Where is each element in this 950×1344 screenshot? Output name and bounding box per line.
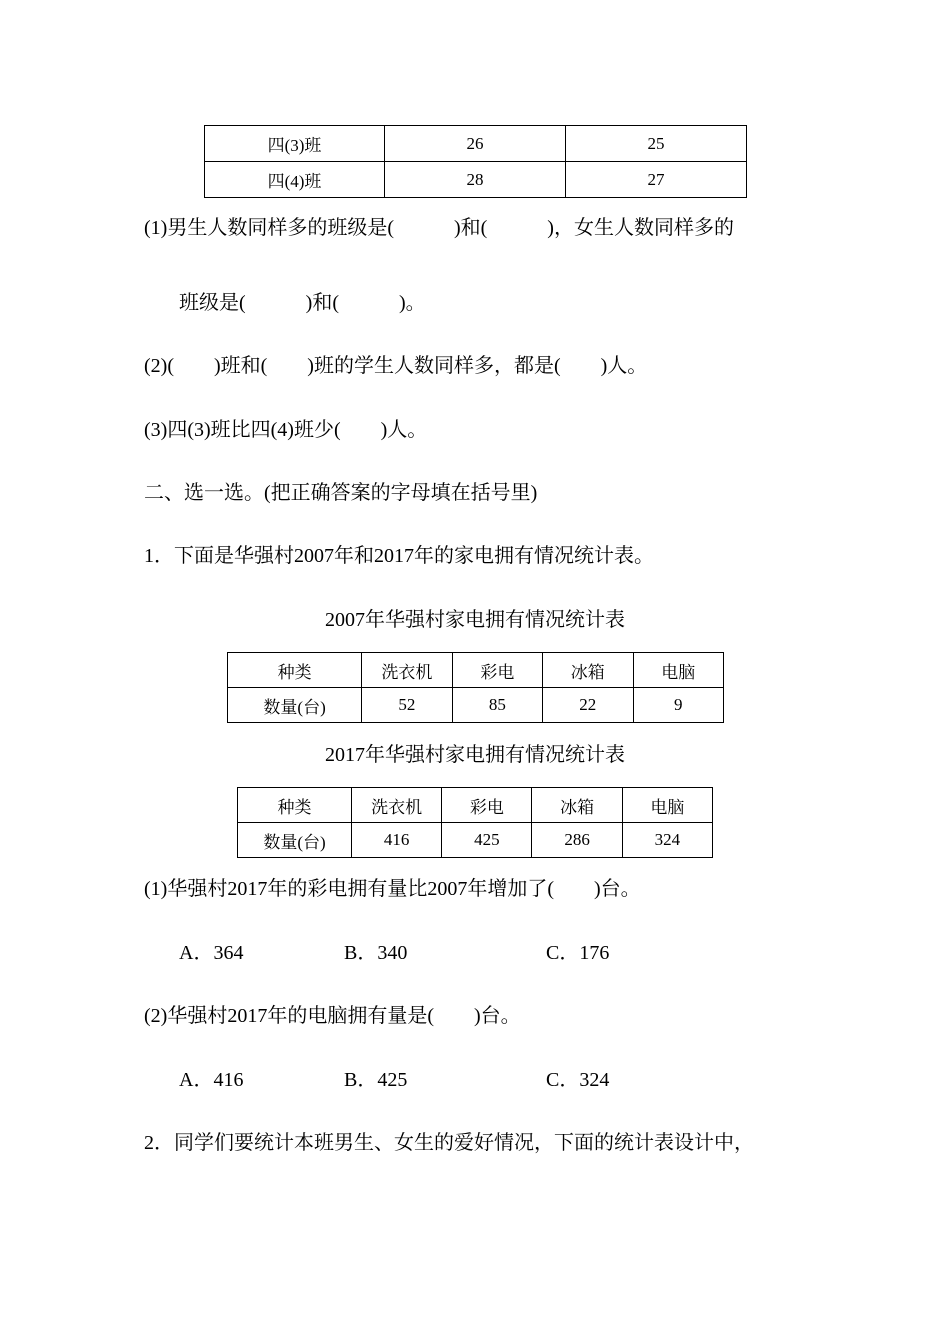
table-cell: 28 bbox=[385, 162, 566, 198]
section-heading: 二、选一选。(把正确答案的字母填在括号里) bbox=[144, 482, 538, 504]
table-cell: 冰箱 bbox=[543, 653, 633, 688]
table-cell: 22 bbox=[543, 688, 633, 723]
table-2017-title: 2017年华强村家电拥有情况统计表 bbox=[325, 744, 625, 766]
table-cell: 电脑 bbox=[622, 788, 712, 823]
table-row bbox=[228, 653, 724, 688]
option-a: A．416 bbox=[179, 1069, 244, 1091]
table-cell: 324 bbox=[622, 823, 712, 858]
table-row bbox=[238, 823, 713, 858]
question-1-line-1: (1)男生人数同样多的班级是( )和( )，女生人数同样多的 bbox=[144, 217, 734, 239]
item-2-text: 2．同学们要统计本班男生、女生的爱好情况，下面的统计表设计中， bbox=[144, 1132, 754, 1154]
sub-question-1: (1)华强村2017年的彩电拥有量比2007年增加了( )台。 bbox=[144, 878, 641, 900]
table-cell: 四(3)班 bbox=[205, 126, 385, 162]
table-cell: 26 bbox=[385, 126, 566, 162]
table-cell: 洗衣机 bbox=[352, 788, 442, 823]
table-cell: 种类 bbox=[228, 653, 362, 688]
question-2: (2)( )班和( )班的学生人数同样多，都是( )人。 bbox=[144, 355, 648, 377]
table-row bbox=[205, 126, 747, 162]
table-2017 bbox=[237, 787, 713, 858]
table-cell: 四(4)班 bbox=[205, 162, 385, 198]
table-cell: 数量(台) bbox=[238, 823, 352, 858]
table-2007 bbox=[227, 652, 724, 723]
table-cell: 27 bbox=[566, 162, 747, 198]
table-cell: 9 bbox=[633, 688, 724, 723]
question-3: (3)四(3)班比四(4)班少( )人。 bbox=[144, 419, 428, 441]
table-cell: 彩电 bbox=[452, 653, 542, 688]
table-cell: 85 bbox=[452, 688, 542, 723]
table-cell: 52 bbox=[362, 688, 452, 723]
option-a: A．364 bbox=[179, 942, 244, 964]
item-1-text: 1．下面是华强村2007年和2017年的家电拥有情况统计表。 bbox=[144, 545, 654, 567]
table-row bbox=[205, 162, 747, 198]
table-row bbox=[238, 788, 713, 823]
option-c: C．324 bbox=[546, 1069, 610, 1091]
option-c: C．176 bbox=[546, 942, 610, 964]
table-cell: 种类 bbox=[238, 788, 352, 823]
option-b: B．340 bbox=[344, 942, 408, 964]
table-cell: 425 bbox=[442, 823, 532, 858]
table-cell: 冰箱 bbox=[532, 788, 622, 823]
table-cell: 洗衣机 bbox=[362, 653, 452, 688]
table-cell: 电脑 bbox=[633, 653, 724, 688]
table-cell: 数量(台) bbox=[228, 688, 362, 723]
sub-question-2: (2)华强村2017年的电脑拥有量是( )台。 bbox=[144, 1005, 521, 1027]
question-1-line-2: 班级是( )和( )。 bbox=[179, 292, 426, 314]
table-cell: 416 bbox=[352, 823, 442, 858]
table-cell: 25 bbox=[566, 126, 747, 162]
option-b: B．425 bbox=[344, 1069, 408, 1091]
table-row bbox=[228, 688, 724, 723]
table-2007-title: 2007年华强村家电拥有情况统计表 bbox=[325, 609, 625, 631]
class-count-table bbox=[204, 125, 747, 198]
table-cell: 286 bbox=[532, 823, 622, 858]
table-cell: 彩电 bbox=[442, 788, 532, 823]
